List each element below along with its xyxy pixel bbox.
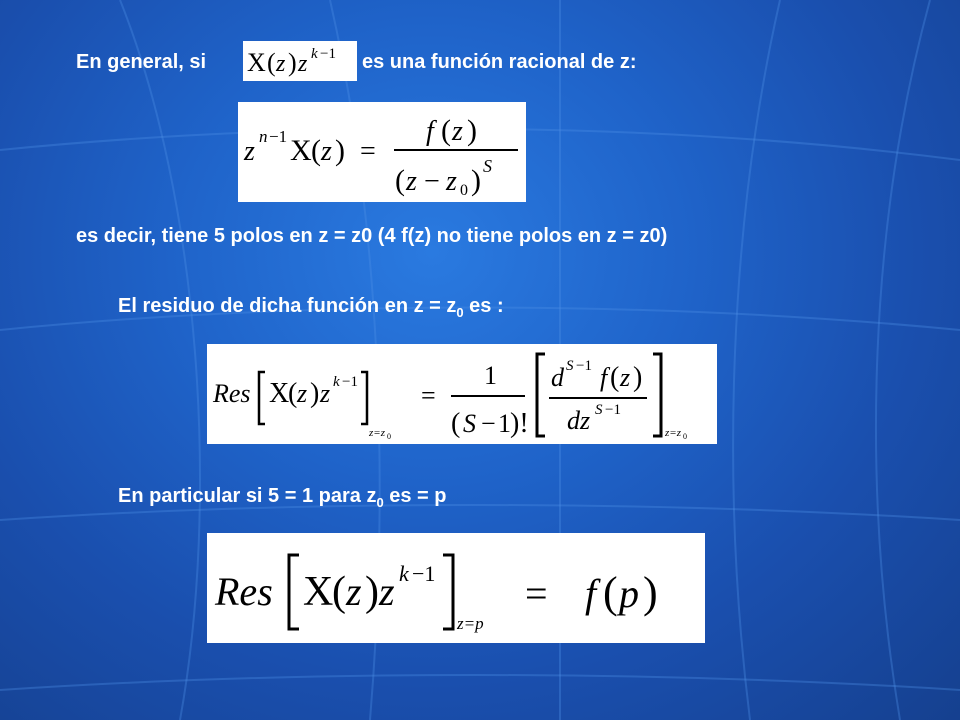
svg-text:0: 0	[460, 182, 468, 199]
svg-text:z: z	[276, 51, 286, 77]
equation-residue-particular	[207, 533, 705, 643]
svg-text:(: (	[441, 114, 451, 147]
svg-text:z: z	[244, 136, 255, 167]
svg-text:k: k	[333, 374, 340, 390]
svg-text:z: z	[321, 136, 332, 167]
svg-text:X: X	[247, 48, 266, 77]
svg-text:n: n	[259, 127, 268, 146]
svg-text:z: z	[298, 51, 308, 77]
line2-text: es decir, tiene 5 polos en z = z0 (4 f(z) no tiene polos en z = z0)	[76, 225, 668, 247]
svg-text:Res: Res	[215, 569, 273, 614]
svg-text:dz: dz	[567, 406, 591, 435]
svg-text:): )	[643, 568, 658, 617]
svg-text:(: (	[332, 569, 346, 615]
svg-text:=: =	[421, 381, 436, 410]
svg-text:z: z	[406, 166, 417, 197]
svg-text:=: =	[360, 136, 376, 167]
svg-text:S: S	[595, 402, 603, 418]
svg-text:X: X	[290, 134, 312, 167]
svg-text:d: d	[551, 363, 564, 392]
svg-text:X: X	[303, 569, 334, 615]
line3-subscript: 0	[456, 305, 464, 320]
svg-text:f: f	[585, 571, 597, 616]
svg-text:z: z	[452, 116, 463, 147]
svg-text:z: z	[346, 569, 362, 614]
line1-text-end: es una función racional de z:	[362, 51, 637, 73]
svg-text:z=p: z=p	[457, 614, 484, 633]
svg-text:): )	[471, 164, 481, 197]
svg-text:−1: −1	[269, 127, 288, 146]
svg-text:f: f	[426, 116, 434, 147]
svg-text:): )	[365, 569, 379, 615]
svg-text:1: 1	[498, 409, 511, 438]
svg-text:=: =	[525, 571, 548, 616]
svg-text:): )	[467, 114, 477, 147]
svg-text:−1: −1	[576, 358, 592, 374]
svg-text:k: k	[399, 561, 409, 586]
svg-text:)!: )!	[510, 408, 529, 439]
line3-start: El residuo de dicha función en z = z	[118, 295, 457, 317]
svg-text:S: S	[483, 156, 492, 176]
line4-subscript: 0	[376, 495, 384, 510]
line4-end: es = p	[383, 485, 447, 507]
equation-residue-general	[207, 344, 717, 444]
svg-text:−: −	[481, 409, 496, 438]
svg-text:−1: −1	[412, 561, 436, 586]
svg-text:p: p	[619, 571, 639, 616]
svg-text:(: (	[395, 164, 405, 197]
svg-text:(: (	[610, 362, 620, 393]
svg-text:(: (	[311, 134, 321, 167]
line1-text-start: En general, si	[76, 51, 207, 73]
equation-fraction-poles	[238, 102, 526, 202]
svg-text:): )	[310, 378, 320, 409]
svg-text:k: k	[311, 46, 318, 62]
svg-text:−1: −1	[605, 402, 621, 418]
svg-text:z: z	[620, 363, 631, 392]
svg-text:0: 0	[387, 432, 391, 441]
svg-text:z=z: z=z	[665, 427, 681, 439]
svg-text:Res: Res	[213, 379, 251, 408]
line4-start: En particular si 5 = 1 para z	[118, 485, 377, 507]
svg-text:f: f	[600, 363, 608, 392]
svg-text:): )	[633, 362, 643, 393]
svg-text:X: X	[269, 378, 290, 409]
line4-text	[118, 484, 447, 508]
svg-text:−: −	[424, 166, 440, 197]
equation-xz-zk1	[243, 41, 357, 81]
line3-end: es :	[463, 295, 504, 317]
svg-text:(: (	[288, 378, 298, 409]
svg-text:(: (	[267, 48, 276, 77]
svg-text:S: S	[463, 409, 476, 438]
svg-text:z: z	[297, 379, 308, 408]
svg-text:(: (	[451, 408, 461, 439]
svg-text:0: 0	[683, 432, 687, 441]
svg-text:−1: −1	[320, 46, 336, 62]
svg-text:1: 1	[484, 361, 497, 390]
svg-text:(: (	[603, 568, 618, 617]
line3-text	[118, 294, 504, 318]
svg-text:z: z	[320, 379, 331, 408]
svg-text:z: z	[446, 166, 457, 197]
svg-text:z=z: z=z	[369, 427, 385, 439]
svg-text:−1: −1	[342, 374, 358, 390]
svg-text:z: z	[379, 569, 395, 614]
svg-text:): )	[335, 134, 345, 167]
svg-text:S: S	[566, 358, 574, 374]
svg-text:): )	[288, 48, 297, 77]
